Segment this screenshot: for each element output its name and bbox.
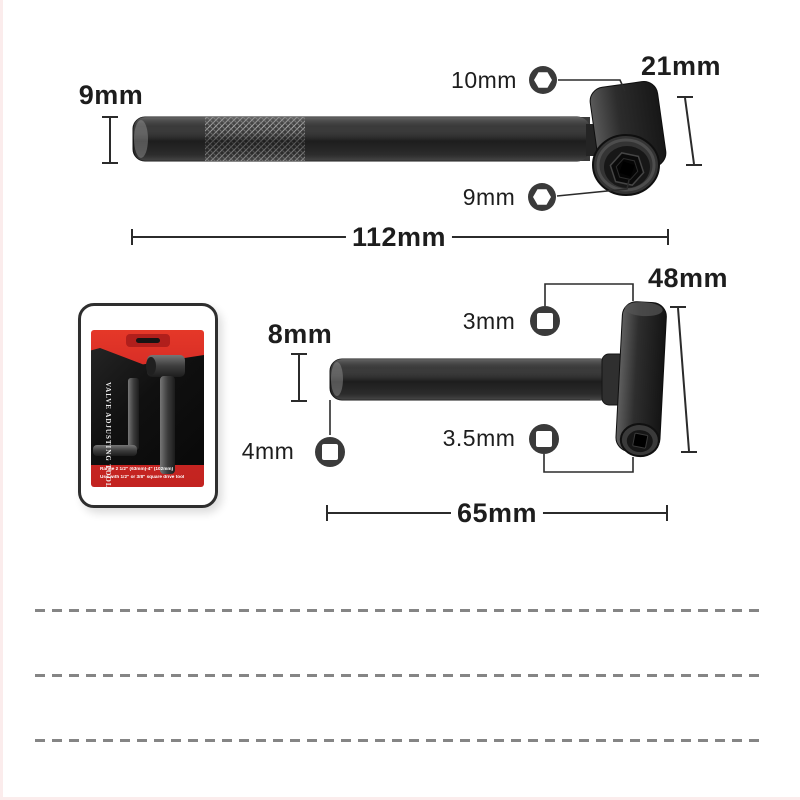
label-shaft-diameter-t1: 9mm bbox=[73, 81, 150, 109]
hexagon-icon-10mm bbox=[529, 66, 557, 94]
square-drive-opening bbox=[633, 433, 648, 448]
tool1-socket-wrench bbox=[133, 80, 668, 195]
square-drive-icon-4mm bbox=[315, 437, 345, 467]
mini-t-wrench bbox=[93, 378, 139, 456]
package-spec-line2: Use with 1/2" or 3/8" square drive tool bbox=[100, 475, 185, 480]
hexagon-icon-9mm bbox=[528, 183, 556, 211]
square-drive-icon-3mm bbox=[530, 306, 560, 336]
label-square-bottom-t2: 3.5mm bbox=[437, 426, 522, 450]
package-title: VALVE ADJUSTING TOOL bbox=[104, 382, 112, 489]
dim-8mm-vertical bbox=[291, 354, 307, 401]
package-red-backing bbox=[91, 330, 204, 487]
dashed-divider-2 bbox=[35, 674, 765, 677]
dashed-divider-1 bbox=[35, 609, 765, 612]
t-head bbox=[615, 301, 667, 457]
package-card bbox=[78, 303, 218, 508]
label-square-top-t2: 3mm bbox=[457, 309, 522, 333]
dashed-divider-3 bbox=[35, 739, 765, 742]
label-hex-socket-t1: 9mm bbox=[457, 185, 522, 209]
square-drive-icon-3point5mm bbox=[529, 424, 559, 454]
dim-21mm-diagonal bbox=[677, 97, 702, 165]
label-shaft-diameter-t2: 8mm bbox=[262, 320, 339, 348]
dim-9mm-vertical bbox=[102, 117, 118, 163]
label-head-height-t2: 48mm bbox=[642, 264, 734, 292]
label-length-t2: 65mm bbox=[451, 499, 543, 527]
dim-48mm-diagonal bbox=[670, 307, 697, 452]
label-square-end-t2: 4mm bbox=[236, 439, 301, 463]
label-hex-top-t1: 10mm bbox=[445, 68, 523, 92]
package-spec-line1: Range 2 1/2" (63mm)-4" (102mm) bbox=[100, 467, 174, 472]
mini-socket-wrench bbox=[146, 355, 185, 474]
socket-head bbox=[588, 80, 667, 195]
label-head-height-t1: 21mm bbox=[635, 52, 727, 80]
page-edge-left bbox=[0, 0, 3, 800]
label-length-t1: 112mm bbox=[346, 223, 452, 251]
callout-3mm-bracket bbox=[545, 284, 633, 306]
callout-3point5mm-bracket bbox=[544, 454, 633, 472]
hang-slot bbox=[126, 334, 170, 347]
